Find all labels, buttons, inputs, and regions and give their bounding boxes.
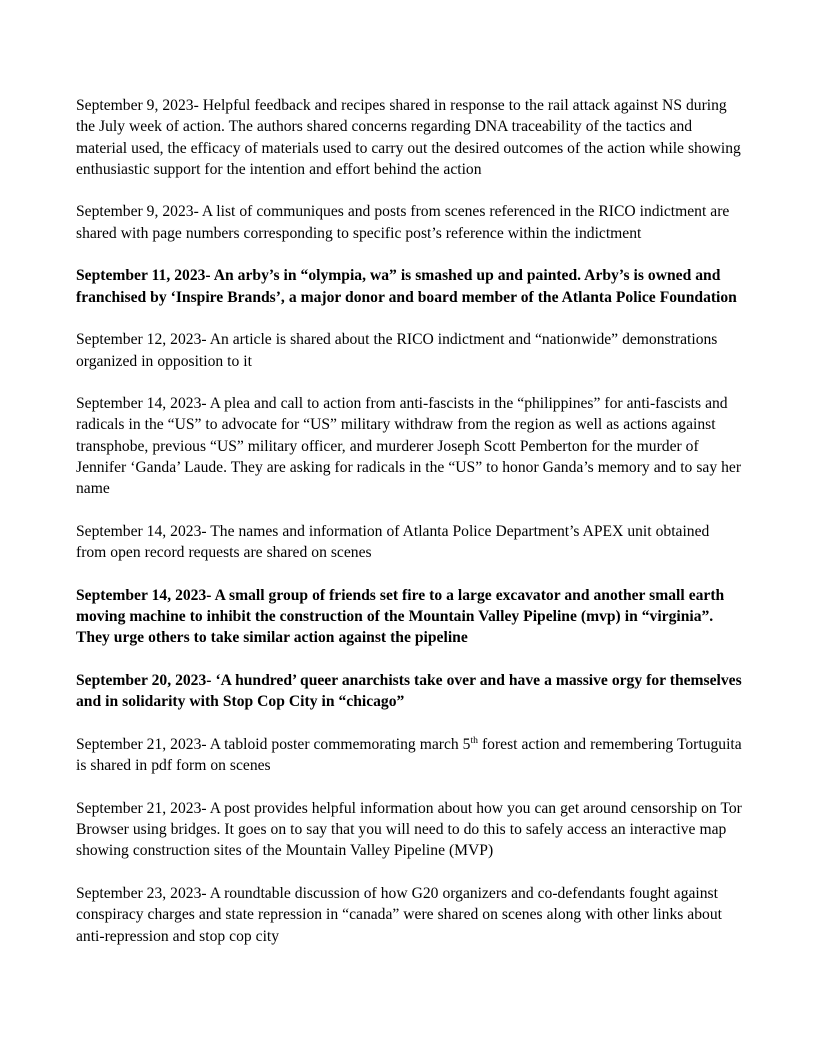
timeline-entry: September 14, 2023- The names and information of Atlanta Police Department’s APEX unit obtained from open record requests are shared on scenes <box>76 522 710 562</box>
timeline-entry: September 14, 2023- A plea and call to action from anti-fascists in the “philippines” for anti-fascists and radicals in the “US” to advocate for “US” military withdraw from the region as well as actions against transphobe, previous “US” military officer, and murderer Joseph Scott Pemberton for the murder of Jennifer ‘Ganda’ Laude. They are asking for radicals in the “US” to honor Ganda’s memory and to say her name <box>76 395 742 498</box>
timeline-entry: September 20, 2023- ‘A hundred’ queer anarchists take over and have a massive orgy for themselves and in solidarity with Stop Cop City in “chicago” <box>76 672 742 711</box>
entry-text-before-superscript: September 21, 2023- A tabloid poster commemorating march 5 <box>76 735 471 753</box>
timeline-entry: September 12, 2023- An article is shared about the RICO indictment and “nationwide” demonstrations organized in opposition to it <box>76 331 718 370</box>
timeline-entry: September 21, 2023- A post provides helpful information about how you can get around censorship on Tor Browser using bridges. It goes on to say that you will need to do this to safely access an interactive map showing construction sites of the Mountain Valley Pipeline (MVP) <box>76 799 742 860</box>
timeline-entry <box>76 734 742 777</box>
timeline-entry: September 11, 2023- An arby’s in “olympia, wa” is smashed up and painted. Arby’s is owned and franchised by ‘Inspire Brands’, a major donor and board member of the Atlanta Police Foundation <box>76 267 737 306</box>
timeline-entry: September 9, 2023- A list of communiques and posts from scenes referenced in the RICO indictment are shared with page numbers corresponding to specific post’s reference within the indictment <box>76 203 730 242</box>
timeline-entry: September 9, 2023- Helpful feedback and recipes shared in response to the rail attack against NS during the July week of action. The authors shared concerns regarding DNA traceability of the tactics and material used, the efficacy of materials used to carry out the desired outcomes of the action while showing enthusiastic support for the intention and effort behind the action <box>76 97 741 178</box>
timeline-entry: September 14, 2023- A small group of friends set fire to a large excavator and another small earth moving machine to inhibit the construction of the Mountain Valley Pipeline (mvp) in “virginia”. They urge others to take similar action against the pipeline <box>76 586 725 647</box>
entry-text-after-superscript: forest action and remembering Tortuguita is shared in pdf form on scenes <box>76 735 742 775</box>
timeline-entry: September 23, 2023- A roundtable discussion of how G20 organizers and co-defendants fought against conspiracy charges and state repression in “canada” were shared on scenes along with other links about anti-repression and stop cop city <box>76 884 722 945</box>
document-body <box>76 95 742 947</box>
ordinal-superscript: th <box>470 734 478 746</box>
